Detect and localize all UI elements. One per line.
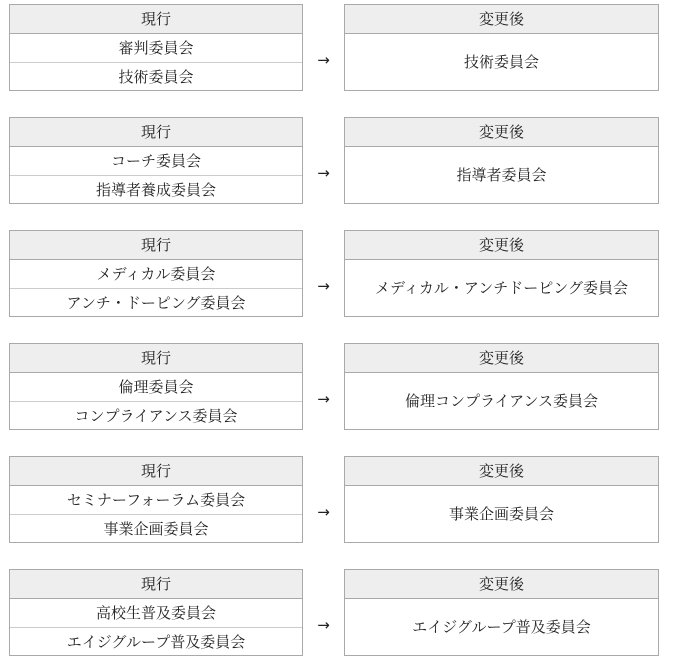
current-header: 現行 [10, 118, 302, 147]
after-table [344, 343, 659, 430]
right-arrow-icon: → [317, 277, 330, 295]
current-committee: 審判委員会 [118, 39, 194, 57]
mapping-group [0, 230, 673, 317]
after-table [344, 4, 659, 91]
current-committee: コンプライアンス委員会 [10, 401, 302, 430]
after-header: 変更後 [345, 118, 658, 147]
after-header: 変更後 [345, 344, 658, 373]
current-committee: コーチ委員会 [110, 152, 201, 170]
current-committee: アンチ・ドーピング委員会 [10, 288, 302, 317]
mapping-group [0, 117, 673, 204]
after-header: 変更後 [345, 231, 658, 260]
mapping-group [0, 4, 673, 91]
current-committee: 事業企画委員会 [10, 514, 302, 543]
current-table [9, 569, 303, 656]
right-arrow-icon: → [317, 164, 330, 182]
after-committee: 技術委員会 [463, 53, 539, 71]
current-committee: セミナーフォーラム委員会 [66, 491, 246, 509]
current-committee: 倫理委員会 [118, 378, 194, 396]
current-header: 現行 [10, 231, 302, 260]
after-header: 変更後 [345, 457, 658, 486]
after-committee: 事業企画委員会 [448, 505, 554, 523]
after-table [344, 456, 659, 543]
current-committee: メディカル委員会 [96, 265, 216, 283]
current-committee: 指導者養成委員会 [10, 175, 302, 204]
current-table [9, 4, 303, 91]
mapping-group [0, 456, 673, 543]
mapping-group [0, 343, 673, 430]
right-arrow-icon: → [317, 390, 330, 408]
current-header: 現行 [10, 570, 302, 599]
current-table [9, 343, 303, 430]
right-arrow-icon: → [317, 51, 330, 69]
after-header: 変更後 [345, 570, 658, 599]
after-table [344, 230, 659, 317]
after-committee: 倫理コンプライアンス委員会 [404, 392, 599, 410]
current-committee: 高校生普及委員会 [95, 604, 216, 622]
current-table [9, 230, 303, 317]
after-committee: メディカル・アンチドーピング委員会 [375, 279, 628, 297]
current-table [9, 456, 303, 543]
right-arrow-icon: → [317, 616, 330, 634]
current-header: 現行 [10, 457, 302, 486]
after-table [344, 569, 659, 656]
after-table [344, 117, 659, 204]
after-header: 変更後 [345, 5, 658, 34]
current-header: 現行 [10, 344, 302, 373]
right-arrow-icon: → [317, 503, 330, 521]
after-committee: 指導者委員会 [456, 166, 547, 184]
mapping-group [0, 569, 673, 656]
current-table [9, 117, 303, 204]
current-header: 現行 [10, 5, 302, 34]
after-committee: エイジグループ普及委員会 [412, 618, 591, 636]
current-committee: 技術委員会 [10, 62, 302, 91]
current-committee: エイジグループ普及委員会 [10, 627, 302, 656]
